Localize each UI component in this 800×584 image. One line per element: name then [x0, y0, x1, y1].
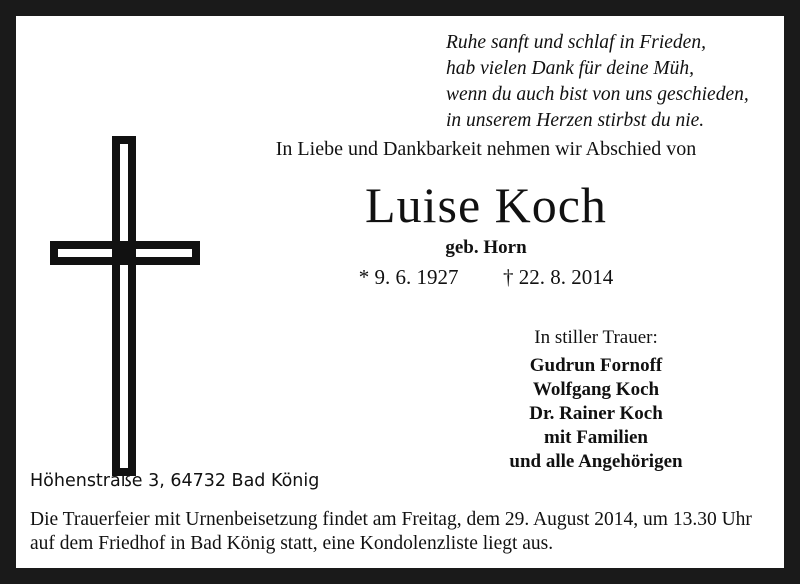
maiden-name: geb. Horn: [445, 237, 527, 258]
verse-line-1: Ruhe sanft und schlaf in Frieden,: [446, 32, 706, 53]
ceremony-line-1: Die Trauerfeier mit Urnenbeisetzung findet am Freitag, dem 29. August 2014, um 13.30 Uhr: [30, 509, 752, 530]
mourner-4: mit Familien: [544, 427, 648, 448]
verse-line-4: in unserem Herzen stirbst du nie.: [446, 110, 705, 131]
mourners-block: [416, 326, 776, 474]
obituary-inner-area: [16, 16, 784, 568]
cross-icon: [50, 136, 200, 476]
mourner-2: Wolfgang Koch: [532, 379, 660, 400]
cross-center-block: [112, 241, 136, 265]
deceased-name: Luise Koch: [365, 177, 607, 233]
death-date: † 22. 8. 2014: [503, 265, 614, 289]
life-dates: [196, 265, 776, 290]
ceremony-line-2: auf dem Friedhof in Bad König statt, eine Kondolenzliste liegt aus.: [30, 533, 554, 554]
mourners-title: In stiller Trauer:: [534, 327, 658, 348]
mourner-3: Dr. Rainer Koch: [529, 403, 663, 424]
memorial-verse: [446, 30, 776, 134]
verse-line-3: wenn du auch bist von uns geschieden,: [446, 84, 749, 105]
verse-line-2: hab vielen Dank für deine Müh,: [446, 58, 695, 79]
mourner-5: und alle Angehörigen: [509, 451, 683, 472]
birth-date: * 9. 6. 1927: [358, 265, 459, 289]
cross-vertical-inlay: [120, 144, 128, 468]
address-line: Höhenstraße 3, 64732 Bad König: [30, 471, 320, 491]
ceremony-info: [30, 508, 772, 556]
mourner-1: Gudrun Fornoff: [529, 355, 663, 376]
lead-text: In Liebe und Dankbarkeit nehmen wir Abschied von: [275, 138, 697, 160]
